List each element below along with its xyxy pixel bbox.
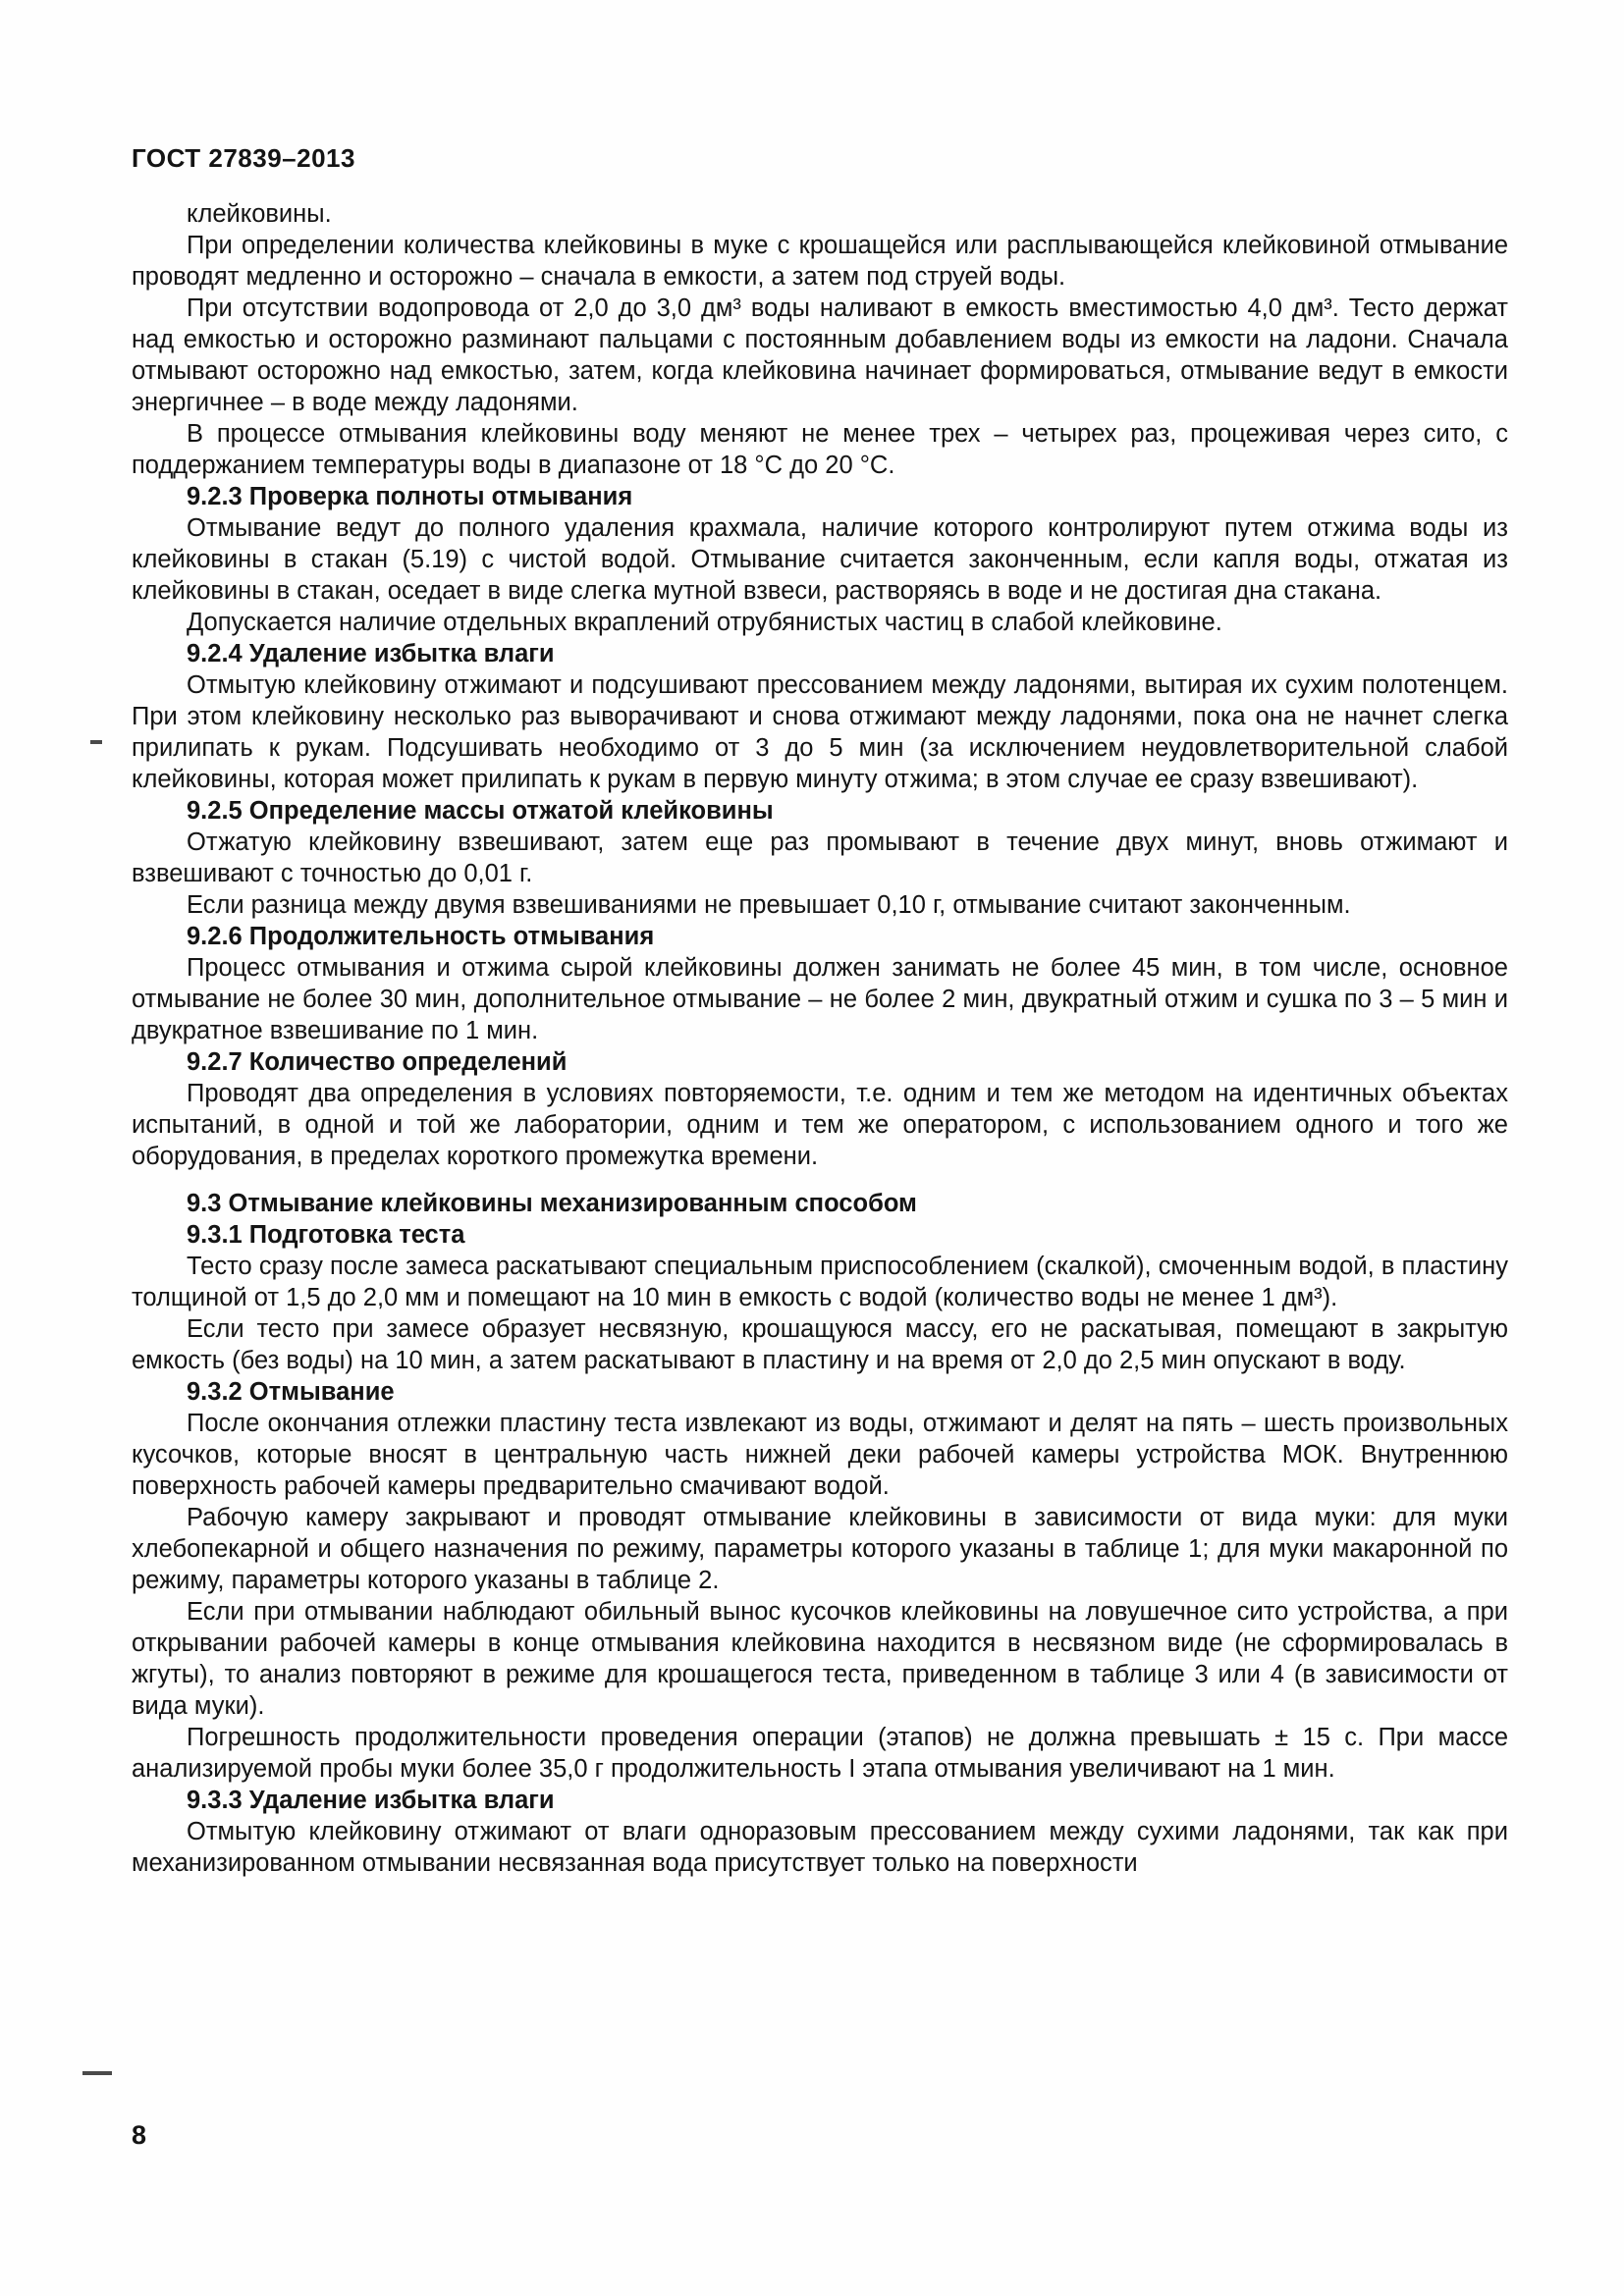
paragraph: Если при отмывании наблюдают обильный вынос кусочков клейковины на ловушечное сито устройства, а при открывании рабочей камеры в конце отмывания клейковина находится в несвязном виде (не сформировалась в жгуты), то анализ повторяют в режиме для крошащегося теста, приведенном в таблице 3 или 4 (в зависимости от вида муки). [132, 1598, 1508, 1720]
paragraph: Отмытую клейковину отжимают и подсушивают прессованием между ладонями, вытирая их сухим полотенцем. При этом клейковину несколько раз выворачивают и снова отжимают между ладонями, пока она не начнет слегка прилипать к рукам. Подсушивать необходимо от 3 до 5 мин (за исключением неудовлетворительной слабой клейковины, которая может прилипать к рукам в первую минуту отжима; в этом случае ее сразу взвешивают). [132, 671, 1508, 793]
paragraph: Погрешность продолжительности проведения операции (этапов) не должна превышать ± 15 с. При массе анализируемой пробы муки более 35,0 г продолжительность I этапа отмывания увеличивают на 1 мин. [132, 1724, 1508, 1783]
section-heading: 9.2.5 Определение массы отжатой клейковины [187, 797, 774, 825]
paragraph: Отмытую клейковину отжимают от влаги одноразовым прессованием между сухими ладонями, так как при механизированном отмывании несвязанная вода присутствует только на поверхности [132, 1818, 1508, 1877]
paragraph: Процесс отмывания и отжима сырой клейковины должен занимать не более 45 мин, в том числе, основное отмывание не более 30 мин, дополнительное отмывание – не более 2 мин, двукратный отжим и сушка по 3 – 5 мин и двукратное взвешивание по 1 мин. [132, 954, 1508, 1044]
paragraph: Допускается наличие отдельных вкраплений отрубянистых частиц в слабой клейковине. [187, 609, 1222, 636]
paragraph: При определении количества клейковины в муке с крошащейся или расплывающейся клейковиной отмывание проводят медленно и осторожно – сначала в емкости, а затем под струей воды. [132, 232, 1508, 291]
paragraph: Тесто сразу после замеса раскатывают специальным приспособлением (скалкой), смоченным водой, в пластину толщиной от 1,5 до 2,0 мм и помещают на 10 мин в емкость с водой (количество воды не менее 1 дм³). [132, 1253, 1508, 1311]
section-heading: 9.3.2 Отмывание [187, 1378, 395, 1406]
section-heading: 9.3.3 Удаление избытка влаги [187, 1787, 555, 1814]
paragraph: Проводят два определения в условиях повторяемости, т.е. одним и тем же методом на идентичных объектах испытаний, в одной и той же лаборатории, одним и тем же оператором, с использованием одного и того же оборудования, в пределах короткого промежутка времени. [132, 1080, 1508, 1170]
document-header: ГОСТ 27839–2013 [132, 143, 355, 173]
page-number: 8 [132, 2120, 147, 2150]
paragraph: При отсутствии водопровода от 2,0 до 3,0 дм³ воды наливают в емкость вместимостью 4,0 дм³. Тесто держат над емкостью и осторожно разминают пальцами с постоянным добавлением воды из емкости на ладони. Сначала отмывают осторожно над емкостью, затем, когда клейковина начинает формироваться, отмывание ведут в емкости энергичнее – в воде между ладонями. [132, 294, 1508, 416]
paragraph: После окончания отлежки пластину теста извлекают из воды, отжимают и делят на пять – шесть произвольных кусочков, которые вносят в центральную часть нижней деки рабочей камеры устройства МОК. Внутреннюю поверхность рабочей камеры предварительно смачивают водой. [132, 1410, 1508, 1500]
paragraph: Отмывание ведут до полного удаления крахмала, наличие которого контролируют путем отжима воды из клейковины в стакан (5.19) с чистой водой. Отмывание считается законченным, если капля воды, отжатая из клейковины в стакан, оседает в виде слегка мутной взвеси, растворяясь в воде и не достигая дна стакана. [132, 514, 1508, 605]
paragraph: Отжатую клейковину взвешивают, затем еще раз промывают в течение двух минут, вновь отжимают и взвешивают с точностью до 0,01 г. [132, 828, 1508, 887]
section-heading: 9.2.6 Продолжительность отмывания [187, 923, 655, 950]
paragraph: клейковины. [187, 200, 332, 228]
section-heading: 9.2.7 Количество определений [187, 1048, 568, 1076]
paragraph: В процессе отмывания клейковины воду меняют не менее трех – четырех раз, процеживая через сито, с поддержанием температуры воды в диапазоне от 18 °С до 20 °С. [132, 420, 1508, 479]
paragraph: Если разница между двумя взвешиваниями не превышает 0,10 г, отмывание считают законченным. [187, 891, 1351, 919]
crop-mark [82, 2071, 112, 2075]
paragraph: Если тесто при замесе образует несвязную, крошащуюся массу, его не раскатывая, помещают в закрытую емкость (без воды) на 10 мин, а затем раскатывают в пластину и на время от 2,0 до 2,5 мин опускают в воду. [132, 1315, 1508, 1374]
paragraph: Рабочую камеру закрывают и проводят отмывание клейковины в зависимости от вида муки: для муки хлебопекарной и общего назначения по режиму, параметры которого указаны в таблице 1; для муки макаронной по режиму, параметры которого указаны в таблице 2. [132, 1504, 1508, 1594]
section-heading: 9.3.1 Подготовка теста [187, 1221, 465, 1249]
document-body [132, 198, 1508, 1879]
section-heading: 9.2.3 Проверка полноты отмывания [187, 483, 633, 510]
section-heading: 9.2.4 Удаление избытка влаги [187, 640, 555, 667]
section-heading: 9.3 Отмывание клейковины механизированным способом [187, 1190, 917, 1217]
crop-mark [90, 740, 102, 744]
